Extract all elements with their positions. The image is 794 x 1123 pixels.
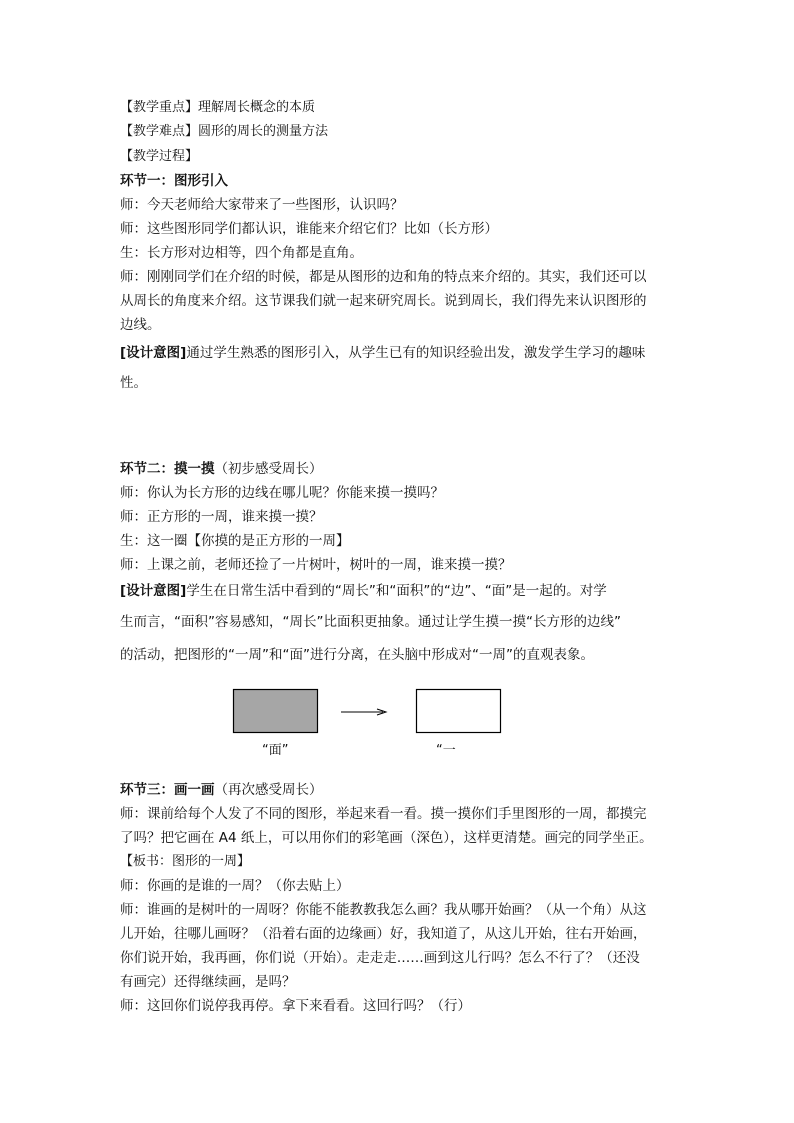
caption-face: “面” (262, 743, 289, 758)
section1-line: 师：这些图形同学们都认识，谁能来介绍它们？比如（长方形） (120, 221, 498, 237)
blackboard-note: 【板书：图形的一周】 (120, 854, 251, 869)
section1-design-intent-cont: 性。 (120, 375, 147, 391)
section2-line: 师：正方形的一周，谁来摸一摸？ (120, 509, 323, 525)
design-intent-label: [设计意图] (120, 345, 187, 361)
section2-title-main: 环节二：摸一摸 (120, 461, 215, 477)
section3-title-suffix: （再次感受周长） (214, 782, 323, 798)
section3-line: 师：谁画的是树叶的一周呀？你能不能教教我怎么画？我从哪开始画？（从一个角）从这 (120, 902, 647, 918)
section1-line: 从周长的角度来介绍。这节课我们就一起来研究周长。说到周长，我们得先来认识图形的 (120, 293, 647, 309)
caption-perimeter: “一 (436, 743, 456, 758)
section3-line: 有画完）还得继续画，是吗？ (120, 974, 296, 990)
section2-line: 师：上课之前，老师还捡了一片树叶，树叶的一周，谁来摸一摸？ (120, 557, 512, 573)
section1-line: 师：刚刚同学们在介绍的时候，都是从图形的边和角的特点来介绍的。其实，我们还可以 (120, 269, 647, 285)
teaching-difficulty: 【教学难点】圆形的周长的测量方法 (120, 124, 329, 139)
section3-line: 师：你画的是谁的一周？（你去贴上） (120, 878, 350, 894)
teaching-process: 【教学过程】 (120, 149, 199, 164)
section3-line: 了吗？把它画在 A4 纸上，可以用你们的彩笔画（深色），这样更清楚。画完的同学坐正。 (120, 830, 653, 846)
teaching-focus: 【教学重点】理解周长概念的本质 (120, 100, 316, 115)
section2-line: 生：这一圈【你摸的是正方形的一周】 (120, 533, 350, 549)
section3-title-main: 环节三：画一画 (120, 782, 215, 798)
outline-rectangle (417, 690, 501, 733)
section1-line: 边线。 (120, 317, 161, 333)
section1-line: 生：长方形对边相等，四个角都是直角。 (120, 245, 363, 261)
design-intent-text: 学生在日常生活中看到的“周长”和“面积”的“边”、“面”是一起的。对学 (186, 583, 607, 599)
design-intent-text: 通过学生熟悉的图形引入，从学生已有的知识经验出发，激发学生学习的趣味 (186, 345, 646, 361)
section2-line: 师：你认为长方形的边线在哪儿呢？你能来摸一摸吗？ (120, 485, 444, 501)
section3-line: 儿开始，往哪儿画呀？（沿着右面的边缘画）好，我知道了，从这儿开始，往右开始画， (120, 926, 647, 942)
section3-line: 师：课前给每个人发了不同的图形，举起来看一看。摸一摸你们手里图形的一周，都摸完 (120, 806, 647, 822)
filled-rectangle (234, 690, 318, 733)
section1-title: 环节一：图形引入 (120, 173, 228, 189)
section2-design-intent-cont: 生而言，“面积”容易感知，“周长”比面积更抽象。通过让学生摸一摸“长方形的边线” (120, 614, 621, 630)
section3-line: 师：这回你们说停我再停。拿下来看看。这回行吗？（行） (120, 998, 471, 1014)
section1-line: 师：今天老师给大家带来了一些图形，认识吗？ (120, 197, 404, 213)
section2-design-intent-cont: 的活动，把图形的“一周”和“面”进行分离，在头脑中形成对“一周”的直观表象。 (120, 647, 594, 663)
section3-line: 你们说开始，我再画，你们说（开始）。走走走……画到这儿行吗？怎么不行了？（还没 (120, 950, 640, 966)
design-intent-label: [设计意图] (120, 583, 187, 599)
section2-title-suffix: （初步感受周长） (214, 461, 323, 477)
section3-title (120, 780, 323, 800)
